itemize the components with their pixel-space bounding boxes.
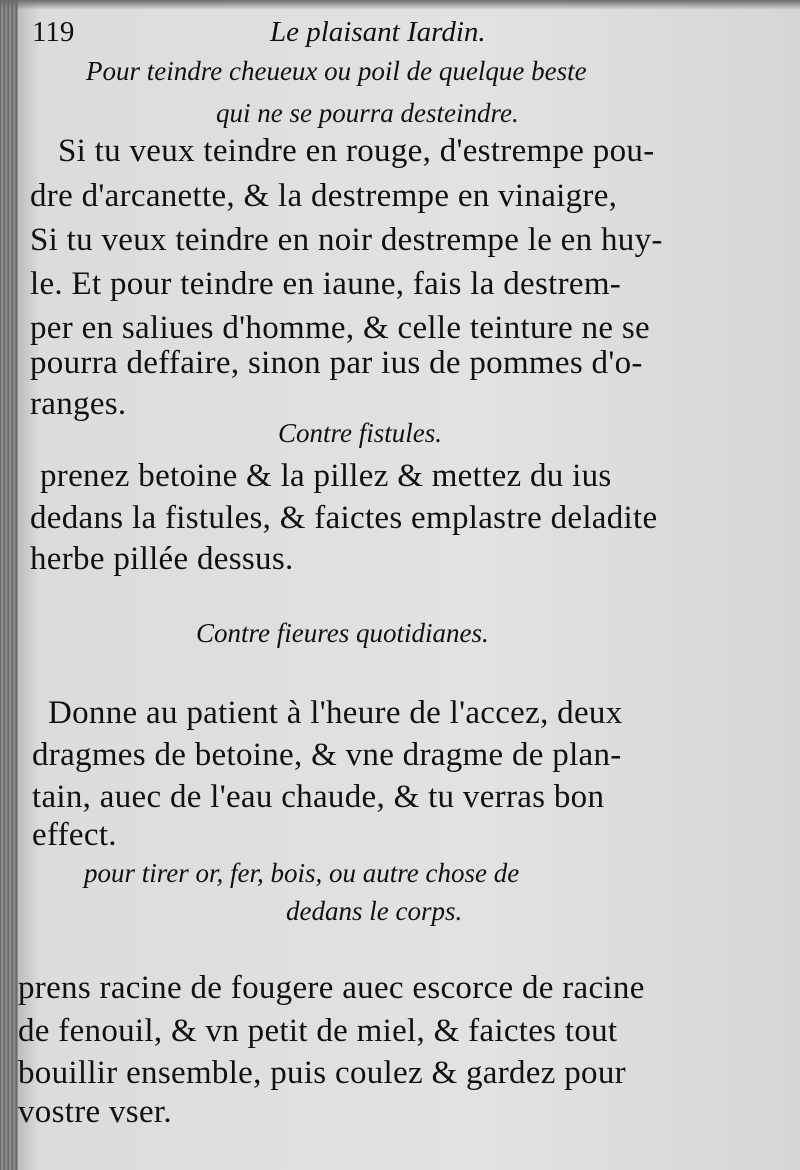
section-heading: Contre fieures quotidianes. bbox=[196, 618, 489, 648]
text-line: de fenouil, & vn petit de miel, & faictes tout bbox=[18, 1013, 618, 1049]
text-line: pourra deffaire, sinon par ius de pommes d'o- bbox=[30, 345, 643, 381]
text-line: bouillir ensemble, puis coulez & gardez pour bbox=[18, 1055, 626, 1091]
text-line: vostre vser. bbox=[18, 1094, 172, 1130]
text-line: dedans la fistules, & faictes emplastre deladite bbox=[30, 500, 658, 536]
text-line: le. Et pour teindre en iaune, fais la destrem- bbox=[30, 266, 622, 302]
section-heading: pour tirer or, fer, bois, ou autre chose de bbox=[84, 858, 520, 888]
text-line: herbe pillée dessus. bbox=[30, 541, 294, 577]
section-heading: dedans le corps. bbox=[286, 896, 463, 926]
text-line: dre d'arcanette, & la destrempe en vinaigre, bbox=[30, 178, 618, 214]
section-heading: qui ne se pourra desteindre. bbox=[216, 98, 519, 128]
text-line: Donne au patient à l'heure de l'accez, deux bbox=[48, 695, 623, 731]
text-line: ranges. bbox=[30, 386, 127, 422]
text-line: dragmes de betoine, & vne dragme de plan- bbox=[32, 737, 622, 773]
text-line: Si tu veux teindre en noir destrempe le en huy- bbox=[30, 222, 663, 258]
page-number: 119 bbox=[32, 16, 75, 48]
text-line: prens racine de fougere auec escorce de racine bbox=[18, 970, 645, 1006]
text-line: tain, auec de l'eau chaude, & tu verras bon bbox=[32, 779, 605, 815]
text-line: Si tu veux teindre en rouge, d'estrempe pou- bbox=[58, 133, 655, 169]
section-heading: Pour teindre cheueux ou poil de quelque beste bbox=[86, 56, 587, 86]
text-line: per en saliues d'homme, & celle teinture ne se bbox=[30, 310, 650, 346]
page-top-shadow bbox=[0, 0, 800, 10]
text-line: effect. bbox=[32, 817, 117, 853]
page-edge bbox=[0, 0, 18, 1170]
running-title: Le plaisant Iardin. bbox=[270, 16, 486, 48]
section-heading: Contre fistules. bbox=[278, 418, 443, 448]
text-line: prenez betoine & la pillez & mettez du ius bbox=[40, 458, 612, 494]
